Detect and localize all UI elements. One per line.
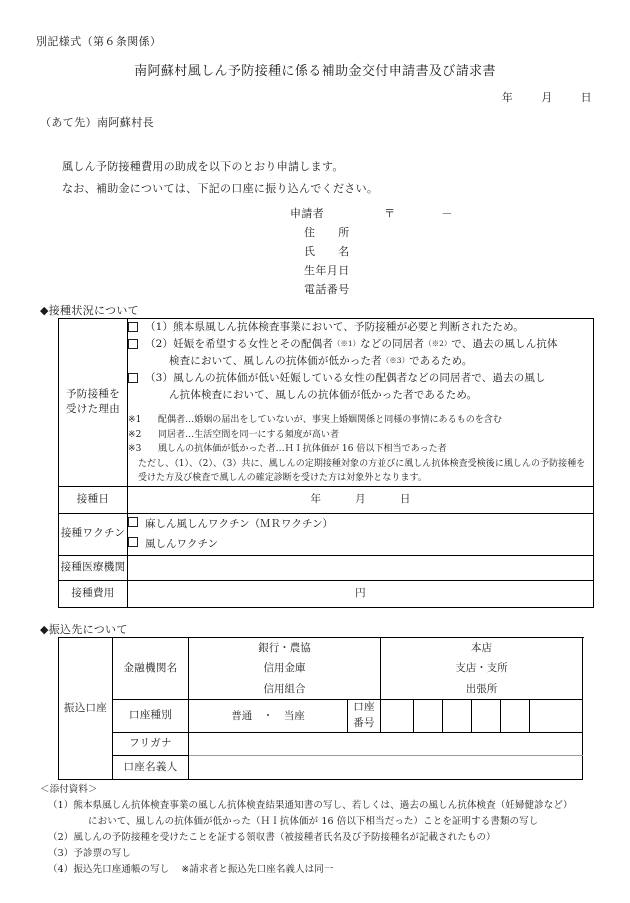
furigana-label: フリガナ [113,732,189,755]
institution-type-shinkumi: 信用組合 [263,682,306,695]
applicant-row-name [290,243,453,262]
table-row-vaccination-date [59,486,594,513]
branch-type-head-office: 本店 [471,642,492,654]
vaccination-date-value[interactable]: 年 月 日 [128,486,594,513]
bank-account-label: 振込口座 [59,638,113,780]
account-number-cell-1[interactable] [381,700,414,733]
vaccine-option-rubella-label: 風しんワクチン [145,538,218,551]
date-day-label: 日 [580,91,592,104]
medical-institution-label: 接種医療機関 [59,555,128,580]
branch-name-input[interactable] [381,638,583,700]
vaccine-option-rubella[interactable] [128,534,593,554]
applicant-row-phone [290,281,453,300]
attachments-block [40,782,594,878]
page-title: 南阿蘇村風しん予防接種に係る補助金交付申請書及び請求書 [134,64,496,79]
account-number-cell-5[interactable] [501,700,530,733]
institution-name-input[interactable] [189,638,381,700]
cost-value[interactable]: 円 [128,580,594,607]
checkbox-icon[interactable] [128,322,138,332]
footnote-3: ※3 風しんの抗体価が低かった者…ＨＩ抗体価が 16 倍以下相当であった者 [128,444,447,455]
checkbox-icon[interactable] [128,373,138,383]
institution-type-shinkin: 信用金庫 [263,662,306,675]
cost-label: 接種費用 [59,580,128,607]
addressee: （あて先）南阿蘇村長 [40,116,154,129]
reason-option-2[interactable] [128,336,593,370]
postal-dash: － [441,207,453,220]
account-number-cell-6[interactable] [530,700,583,733]
branch-type-sub-office: 出張所 [465,682,498,695]
date-line [502,89,592,106]
reason-option-3[interactable] [128,370,593,404]
vaccine-option-mr-label: 麻しん風しんワクチン（ＭＲワクチン） [145,517,333,530]
applicant-label: 申請者 [290,207,325,220]
reason-option-2-text: （2）妊娠を希望する女性とその配偶者（※1）などの同居者（※2）で、過去の風しん抗体 検査において、風しんの抗体価が低かった者（※3）であるため。 [145,336,558,370]
attachment-item-1-continuation: において、風しんの抗体価が低かった（ＨＩ抗体価が 16 倍以下相当だった）ことを証明する書類の写し [88,815,539,827]
footnote-ref-3: （※3） [381,356,410,365]
account-number-cell-4[interactable] [472,700,501,733]
postal-mark: 〒 [384,207,396,220]
footnote-proviso: ただし、（1）、（2）、（3）共に、風しんの定期接種対象の方並びに風しん抗体検査受検後に風しんの予防接種を受けた方及び検査で風しんの確定診断を受けた方は対象外となります。 [138,458,586,484]
account-type-options[interactable]: 普通 ・ 当座 [189,700,348,733]
footnotes-block [128,413,593,486]
reason-option-2-continuation: 検査において、風しんの抗体価が低かった者（※3）であるため。 [169,355,473,367]
reason-option-3-continuation: ん抗体検査において、風しんの抗体価が低かった者であるため。 [169,389,478,401]
table-row-reason [59,319,594,487]
section-heading-vaccination: ◆接種状況について [40,304,139,317]
attachment-item-4: （4）振込先口座通帳の写し ※請求者と振込先口座名義人は同一 [48,863,334,875]
account-number-label: 口座番号 [348,700,381,733]
footnote-1: ※1 配偶者…婚姻の届出をしていないが、事実上婚姻関係と同様の事情にあるものを含む [128,415,502,425]
reason-option-3-text: （3）風しんの抗体価が低い妊娠している女性の配偶者などの同居者で、過去の風し ん抗体検査において、風しんの抗体価が低かった者であるため。 [145,370,546,404]
account-number-cell-2[interactable] [414,700,443,733]
name-label: 氏 名 [304,245,350,258]
footnote-ref-2: （※2） [424,339,452,348]
vaccine-type-label: 接種ワクチン [59,513,128,555]
account-holder-input[interactable] [189,755,583,779]
table-row-account-type [59,700,583,733]
medical-institution-value[interactable] [128,555,594,580]
furigana-input[interactable] [189,732,583,755]
checkbox-icon[interactable] [128,517,138,527]
vaccination-date-label: 接種日 [59,486,128,513]
table-row-furigana [59,732,583,755]
applicant-row-name-header [290,205,453,224]
date-month-label: 月 [541,91,553,104]
vaccine-type-options [128,513,594,555]
account-holder-label: 口座名義人 [113,755,189,779]
vaccination-status-table [58,318,594,608]
reason-row-content [128,319,594,487]
attachments-heading: ＜添付資料＞ [40,784,98,795]
form-code: 別記様式（第６条関係） [36,35,162,48]
address-label: 住 所 [304,226,350,239]
body-text-line-1: 風しん予防接種費用の助成を以下のとおり申請します。 [62,160,344,173]
applicant-block [290,205,453,300]
account-number-cell-3[interactable] [443,700,472,733]
attachment-item-4-note: ※請求者と振込先口座名義人は同一 [181,863,334,875]
attachment-item-3: （3）予診票の写し [48,847,131,859]
attachment-item-2: （2）風しんの予防接種を受けたことを証する領収書（被接種者氏名及び予防接種名が記載されたもの） [48,831,496,843]
reason-option-1[interactable] [128,319,593,336]
table-row-institution [59,638,583,700]
table-row-vaccine-type [59,513,594,555]
reason-option-1-text: （1）熊本県風しん抗体検査事業において、予防接種が必要と判断されたため。 [145,321,524,333]
table-row-medical-institution [59,555,594,580]
checkbox-icon[interactable] [128,537,138,547]
section-heading-bank: ◆振込先について [40,623,128,636]
account-type-label: 口座種別 [113,700,189,733]
table-row-account-holder [59,755,583,779]
birthdate-label: 生年月日 [304,264,350,277]
applicant-row-address [290,224,453,243]
phone-label: 電話番号 [304,283,350,296]
body-text-line-2: なお、補助金については、下記の口座に振り込んでください。 [62,182,379,195]
institution-type-bank: 銀行・農協 [258,642,311,654]
footnote-2: ※2 同居者…生活空間を同一にする頻度が高い者 [128,429,340,440]
applicant-row-birthdate [290,262,453,281]
vaccine-option-mr[interactable] [128,514,593,534]
attachment-item-1: （1）熊本県風しん抗体検査事業の風しん抗体検査結果通知書の写し、若しくは、過去の風しん抗体検査（妊婦健診など） において、風しんの抗体価が低かった（ＨＩ抗体価が 16 倍以下相当だった）ことを証明する書類の写し [40,798,594,830]
checkbox-icon[interactable] [128,339,138,349]
footnote-ref-1: （※1） [332,339,361,348]
date-year-label: 年 [501,91,514,104]
bank-transfer-table [58,637,583,780]
reason-row-label: 予防接種を 受けた理由 [59,319,128,487]
institution-name-label: 金融機関名 [113,638,189,700]
table-row-cost [59,580,594,607]
branch-type-branch: 支店・支所 [455,662,508,675]
